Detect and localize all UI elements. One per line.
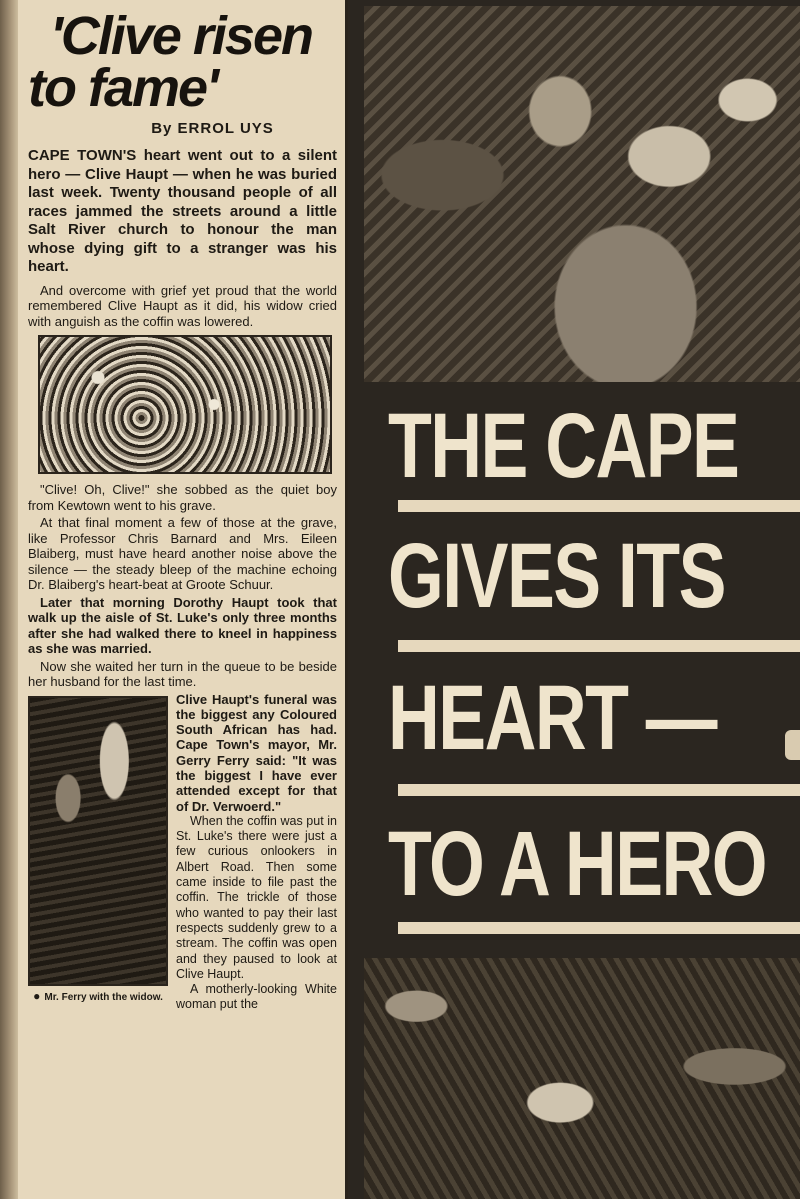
bullet-icon: ● [33, 988, 41, 1003]
banner-line-1: THE CAPE [388, 395, 739, 497]
banner-panel [348, 0, 800, 1199]
mayor-ferry-photo [28, 696, 168, 986]
caption-text: Mr. Ferry with the widow. [44, 991, 163, 1003]
byline: By ERROL UYS [151, 120, 274, 137]
lede-paragraph: CAPE TOWN'S heart went out to a silent hero — Clive Haupt — when he was buried last week. Twenty thousand people of all races jammed the streets around a little Salt River church to honour the man whose dying gift to a stranger was his heart. [28, 147, 337, 275]
banner-line-4: TO A HERO [388, 813, 767, 915]
article-headline [28, 6, 337, 118]
body-paragraph: When the coffin was put in St. Luke's there were just a few curious onlookers in Albert Road. Then some came inside to file past the coffin. The trickle of those who wanted to pay their last respects suddenly grew to a stream. The coffin was open and they paused to look at Clive Haupt. [176, 813, 337, 981]
page-edge [0, 0, 18, 1199]
paper-tear [785, 730, 800, 760]
body-paragraph: At that final moment a few of those at the grave, like Professor Chris Barnard and Mrs. Eileen Blaiberg, must have heard another noise above the silence — the steady bleep of the machine echoing Dr. Blaiberg's heart-beat at Groote Schuur. [28, 515, 337, 592]
body-paragraph-bold: Later that morning Dorothy Haupt took that walk up the aisle of St. Luke's only three months after she had walked there to kneel in happiness as she was married. [28, 594, 337, 656]
headline-line-2: to fame' [28, 58, 217, 118]
banner-rule [398, 500, 800, 512]
body-paragraph: And overcome with grief yet proud that the world remembered Clive Haupt as it did, his widow cried with anguish as the coffin was lowered. [28, 282, 337, 329]
body-paragraph: A motherly-looking White woman put the [176, 982, 337, 1012]
body-paragraph: "Clive! Oh, Clive!" she sobbed as the quiet boy from Kewtown went to his grave. [28, 482, 337, 513]
photo-caption [28, 990, 168, 1004]
banner-rule [398, 640, 800, 652]
wrapped-text-block [28, 692, 337, 1013]
banner-line-3: HEART — [388, 667, 716, 769]
mourners-photo [364, 6, 800, 382]
banner-rule [398, 922, 800, 934]
body-paragraph: Now she waited her turn in the queue to be beside her husband for the last time. [28, 658, 337, 689]
body-paragraph-bold: Clive Haupt's funeral was the biggest any Coloured South African has had. Cape Town's mayor, Mr. Gerry Ferry said: "It was the biggest I have ever attended except for that of Dr. Verwoerd." [176, 691, 337, 814]
child-mourners-photo [364, 958, 800, 1199]
banner-line-2: GIVES ITS [388, 525, 725, 627]
article-column [18, 0, 348, 1199]
headline-line-1: 'Clive risen [50, 6, 312, 66]
funeral-crowd-photo [38, 335, 332, 474]
banner-rule [398, 784, 800, 796]
